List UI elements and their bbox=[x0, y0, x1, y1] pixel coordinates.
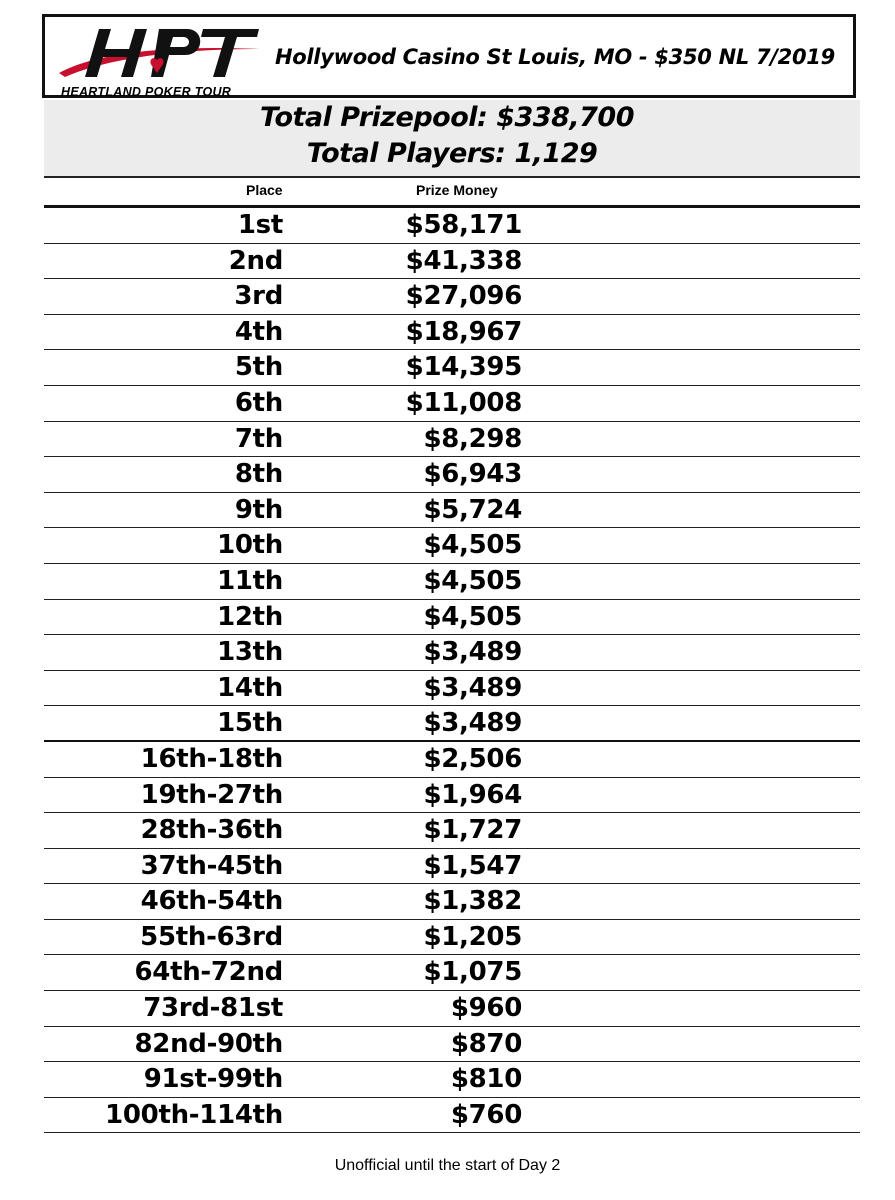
table-row bbox=[44, 564, 860, 600]
table-row bbox=[44, 244, 860, 280]
place-cell: 4th bbox=[234, 316, 283, 347]
prize-cell: $18,967 bbox=[405, 316, 522, 347]
place-cell: 8th bbox=[234, 459, 283, 490]
place-cell: 55th-63rd bbox=[140, 921, 283, 952]
table-row bbox=[44, 386, 860, 422]
payout-table bbox=[44, 205, 860, 1133]
place-cell: 10th bbox=[217, 530, 283, 561]
table-row bbox=[44, 279, 860, 315]
prize-cell: $6,943 bbox=[423, 459, 522, 490]
place-cell: 9th bbox=[234, 494, 283, 525]
place-cell: 12th bbox=[217, 601, 283, 632]
place-cell: 28th-36th bbox=[140, 815, 283, 846]
place-cell: 6th bbox=[234, 387, 283, 418]
prize-cell: $1,075 bbox=[423, 957, 522, 988]
table-row bbox=[44, 600, 860, 636]
place-cell: 1st bbox=[237, 210, 283, 240]
table-row bbox=[44, 671, 860, 707]
prize-cell: $14,395 bbox=[405, 352, 522, 383]
place-cell: 3rd bbox=[234, 281, 283, 312]
place-cell: 5th bbox=[234, 352, 283, 383]
prize-cell: $11,008 bbox=[405, 387, 522, 418]
table-row bbox=[44, 208, 860, 244]
table-row bbox=[44, 778, 860, 814]
table-row bbox=[44, 350, 860, 386]
hpt-logo bbox=[55, 23, 265, 99]
table-row bbox=[44, 813, 860, 849]
prize-cell: $1,547 bbox=[423, 850, 522, 881]
place-cell: 16th-18th bbox=[140, 743, 283, 774]
prize-cell: $4,505 bbox=[423, 601, 522, 632]
place-cell: 46th-54th bbox=[140, 886, 283, 917]
place-cell: 100th-114th bbox=[105, 1099, 283, 1130]
place-cell: 37th-45th bbox=[140, 850, 283, 881]
prize-cell: $3,489 bbox=[423, 637, 522, 668]
table-row bbox=[44, 457, 860, 493]
table-row bbox=[44, 706, 860, 742]
footer-note: Unofficial until the start of Day 2 bbox=[334, 1157, 561, 1174]
prize-cell: $870 bbox=[450, 1028, 522, 1059]
table-row bbox=[44, 920, 860, 956]
total-players: Total Players: 1,129 bbox=[306, 138, 598, 169]
prize-cell: $5,724 bbox=[423, 494, 522, 525]
prize-column-header: Prize Money bbox=[416, 182, 498, 198]
column-headers bbox=[44, 178, 860, 206]
table-row bbox=[44, 1027, 860, 1063]
logo-subtitle: HEARTLAND POKER TOUR bbox=[61, 85, 232, 99]
table-row bbox=[44, 528, 860, 564]
prize-cell: $4,505 bbox=[423, 530, 522, 561]
table-row bbox=[44, 849, 860, 885]
prize-cell: $8,298 bbox=[423, 423, 522, 454]
place-column-header: Place bbox=[246, 182, 283, 198]
table-row bbox=[44, 955, 860, 991]
table-row bbox=[44, 742, 860, 778]
table-row bbox=[44, 635, 860, 671]
prize-cell: $960 bbox=[450, 993, 522, 1024]
prize-cell: $58,171 bbox=[405, 210, 522, 240]
prize-cell: $4,505 bbox=[423, 565, 522, 596]
total-prizepool: Total Prizepool: $338,700 bbox=[260, 102, 634, 133]
place-cell: 11th bbox=[217, 565, 283, 596]
place-cell: 13th bbox=[217, 637, 283, 668]
table-row bbox=[44, 493, 860, 529]
place-cell: 73rd-81st bbox=[143, 993, 283, 1024]
prize-cell: $1,382 bbox=[423, 886, 522, 917]
prize-cell: $2,506 bbox=[423, 743, 522, 774]
table-row bbox=[44, 1062, 860, 1098]
table-row bbox=[44, 884, 860, 920]
place-cell: 2nd bbox=[228, 245, 283, 276]
place-cell: 19th-27th bbox=[140, 779, 283, 810]
prize-cell: $810 bbox=[450, 1064, 522, 1095]
prize-cell: $41,338 bbox=[405, 245, 522, 276]
prize-cell: $1,205 bbox=[423, 921, 522, 952]
place-cell: 82nd-90th bbox=[134, 1028, 283, 1059]
header-box bbox=[42, 14, 856, 98]
place-cell: 64th-72nd bbox=[134, 957, 283, 988]
table-row bbox=[44, 991, 860, 1027]
table-row bbox=[44, 1098, 860, 1134]
prize-cell: $1,964 bbox=[423, 779, 522, 810]
event-title: Hollywood Casino St Louis, MO - $350 NL 7/2019 bbox=[275, 45, 835, 69]
table-row bbox=[44, 422, 860, 458]
prize-cell: $1,727 bbox=[423, 815, 522, 846]
prize-cell: $3,489 bbox=[423, 672, 522, 703]
place-cell: 7th bbox=[234, 423, 283, 454]
prize-cell: $760 bbox=[450, 1099, 522, 1130]
place-cell: 14th bbox=[217, 672, 283, 703]
table-row bbox=[44, 315, 860, 351]
prize-cell: $3,489 bbox=[423, 708, 522, 739]
hpt-logo-graphic bbox=[55, 23, 265, 83]
place-cell: 15th bbox=[217, 708, 283, 739]
summary-panel bbox=[44, 100, 860, 178]
prize-cell: $27,096 bbox=[405, 281, 522, 312]
place-cell: 91st-99th bbox=[143, 1064, 283, 1095]
